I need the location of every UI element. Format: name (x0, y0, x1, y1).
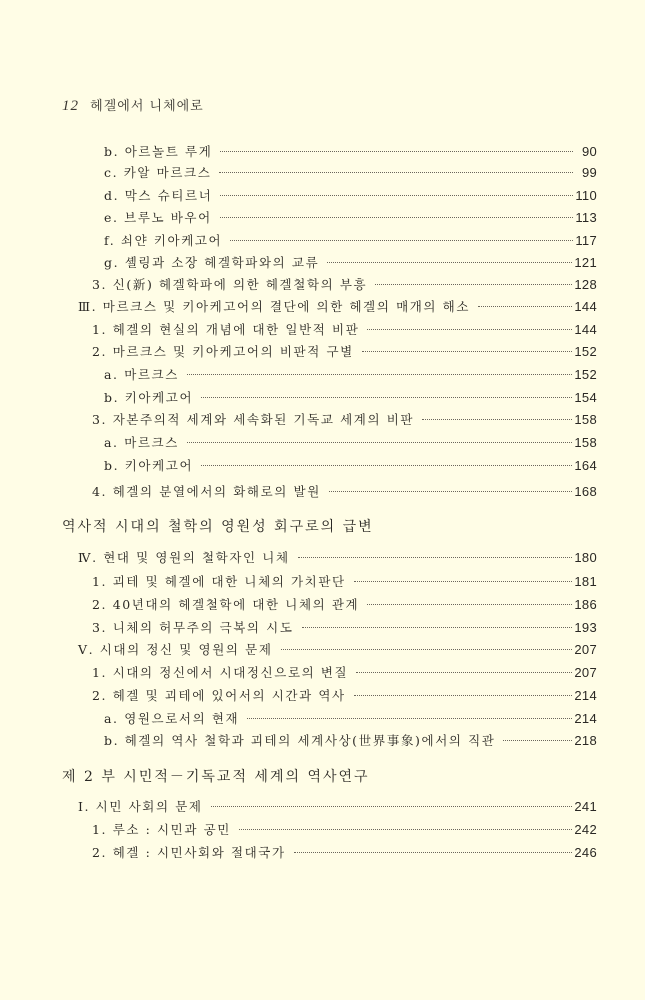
toc-entry (78, 640, 597, 660)
toc-entry (92, 342, 597, 362)
toc-entry-page: 180 (574, 550, 597, 565)
toc-entry-page: 168 (574, 484, 597, 499)
toc-entry (104, 388, 597, 408)
toc-entry-title: b. 키아케고어 (104, 390, 194, 405)
dot-leader (220, 195, 573, 196)
dot-leader (201, 397, 572, 398)
toc-entry-page: 186 (574, 597, 597, 612)
dot-leader (230, 240, 573, 241)
toc-entry-page: 218 (574, 733, 597, 748)
toc-entry (92, 572, 597, 592)
toc-entry-page: 144 (574, 322, 597, 337)
dot-leader (422, 419, 572, 420)
toc-entry-title: Ⅰ. 시민 사회의 문제 (78, 799, 203, 814)
toc-entry-title: b. 아르놀트 루게 (104, 144, 213, 159)
book-title: 헤겔에서 니체에로 (90, 99, 204, 114)
toc-entry-page: 207 (574, 642, 597, 657)
toc-entry (92, 686, 597, 706)
toc-entry-page: 246 (574, 845, 597, 860)
toc-entry-page: 144 (574, 299, 597, 314)
toc-entry-title: Ⅴ. 시대의 정신 및 영원의 문제 (78, 642, 273, 657)
toc-entry-title: 2. 마르크스 및 키아케고어의 비판적 구별 (92, 344, 354, 359)
dot-leader (375, 284, 572, 285)
toc-entry-page: 181 (574, 574, 597, 589)
toc-entry-title: 4. 헤겔의 분열에서의 화해로의 발원 (92, 484, 321, 499)
part-heading: 제 2 부 시민적－기독교적 세계의 역사연구 (62, 769, 370, 785)
dot-leader (187, 374, 573, 375)
toc-entry-title: d. 막스 슈티르너 (104, 188, 213, 203)
dot-leader (327, 262, 572, 263)
toc-entry (104, 142, 597, 162)
dot-leader (367, 329, 572, 330)
toc-entry-title: Ⅳ. 현대 및 영원의 철학자인 니체 (78, 550, 290, 565)
toc-entry-title: c. 카알 마르크스 (104, 165, 212, 180)
toc-entry-title: 3. 니체의 허무주의 극복의 시도 (92, 620, 294, 635)
toc-entry-page: 152 (574, 367, 597, 382)
toc-entry-title: f. 쇠얀 키아케고어 (104, 233, 223, 248)
toc-entry-page: 241 (574, 799, 597, 814)
toc-entry-title: e. 브루노 바우어 (104, 210, 212, 225)
dot-leader (367, 604, 572, 605)
toc-entry (104, 456, 597, 476)
toc-entry (92, 275, 597, 295)
dot-leader (503, 740, 572, 741)
toc-entry-page: 110 (575, 188, 597, 203)
dot-leader (219, 172, 573, 173)
dot-leader (356, 672, 572, 673)
dot-leader (354, 695, 573, 696)
toc-entry (104, 709, 597, 729)
dot-leader (247, 718, 572, 719)
toc-entry-title: a. 영원으로서의 현재 (104, 711, 240, 726)
toc-entry-page: 152 (574, 344, 597, 359)
toc-entry-title: g. 셸링과 소장 헤겔학파와의 교류 (104, 255, 320, 270)
toc-entry-page: 113 (575, 210, 597, 225)
dot-leader (220, 217, 573, 218)
dot-leader (281, 649, 573, 650)
toc-entry-page: 128 (574, 277, 597, 292)
toc-entry (92, 843, 597, 863)
toc-entry-title: Ⅲ. 마르크스 및 키아케고어의 결단에 의한 헤겔의 매개의 해소 (78, 299, 471, 314)
toc-entry (92, 618, 597, 638)
toc-entry (104, 231, 597, 251)
toc-entry (92, 663, 597, 683)
toc-entry-page: 214 (574, 711, 597, 726)
dot-leader (302, 627, 573, 628)
toc-entry (78, 297, 597, 317)
dot-leader (298, 557, 573, 558)
toc-entry-title: 1. 괴테 및 헤겔에 대한 니체의 가치판단 (92, 574, 346, 589)
toc-entry (104, 365, 597, 385)
toc-entry (92, 482, 597, 502)
page-number: 12 (62, 98, 79, 114)
toc-entry (92, 820, 597, 840)
toc-entry-page: 158 (574, 435, 597, 450)
toc-entry-title: 2. 헤겔 : 시민사회와 절대국가 (92, 845, 286, 860)
toc-entry-title: a. 마르크스 (104, 367, 179, 382)
toc-entry-title: 2. 40년대의 헤겔철학에 대한 니체의 관계 (92, 597, 360, 612)
toc-entry-title: a. 마르크스 (104, 435, 179, 450)
toc-entry-title: 3. 자본주의적 세계와 세속화된 기독교 세계의 비판 (92, 412, 415, 427)
dot-leader (329, 491, 573, 492)
toc-entry-title: b. 헤겔의 역사 철학과 괴테의 세계사상(世界事象)에서의 직관 (104, 733, 496, 748)
toc-entry (92, 320, 597, 340)
dot-leader (220, 151, 573, 152)
toc-entry-page: 158 (574, 412, 597, 427)
toc-entry-page: 164 (574, 458, 597, 473)
dot-leader (478, 306, 572, 307)
toc-entry (104, 163, 597, 183)
toc-entry (78, 797, 597, 817)
toc-entry (104, 433, 597, 453)
toc-entry-page: 121 (574, 255, 597, 270)
toc-entry (104, 208, 597, 228)
dot-leader (211, 806, 573, 807)
toc-entry-page: 154 (574, 390, 597, 405)
part-heading: 역사적 시대의 철학의 영원성 회구로의 급변 (62, 519, 374, 535)
toc-entry-title: 1. 루소 : 시민과 공민 (92, 822, 231, 837)
toc-entry (92, 595, 597, 615)
dot-leader (201, 465, 572, 466)
dot-leader (239, 829, 572, 830)
toc-entry (104, 731, 597, 751)
dot-leader (354, 581, 573, 582)
toc-entry-page: 207 (574, 665, 597, 680)
toc-entry-page: 242 (574, 822, 597, 837)
toc-entry-title: 1. 시대의 정신에서 시대정신으로의 변질 (92, 665, 349, 680)
toc-entry-title: b. 키아케고어 (104, 458, 194, 473)
toc-entry (78, 548, 597, 568)
toc-entry (92, 410, 597, 430)
toc-entry (104, 253, 597, 273)
toc-entry (104, 186, 597, 206)
toc-entry-page: 214 (574, 688, 597, 703)
dot-leader (187, 442, 573, 443)
toc-entry-title: 2. 헤겔 및 괴테에 있어서의 시간과 역사 (92, 688, 346, 703)
toc-entry-title: 1. 헤겔의 현실의 개념에 대한 일반적 비판 (92, 322, 360, 337)
toc-entry-page: 193 (574, 620, 597, 635)
toc-entry-page: 117 (575, 233, 597, 248)
toc-entry-page: 99 (581, 165, 597, 180)
running-head (62, 95, 204, 115)
toc-entry-page: 90 (581, 144, 597, 159)
dot-leader (294, 852, 573, 853)
toc-entry-title: 3. 신(新) 헤겔학파에 의한 헤겔철학의 부흥 (92, 277, 368, 292)
dot-leader (362, 351, 573, 352)
